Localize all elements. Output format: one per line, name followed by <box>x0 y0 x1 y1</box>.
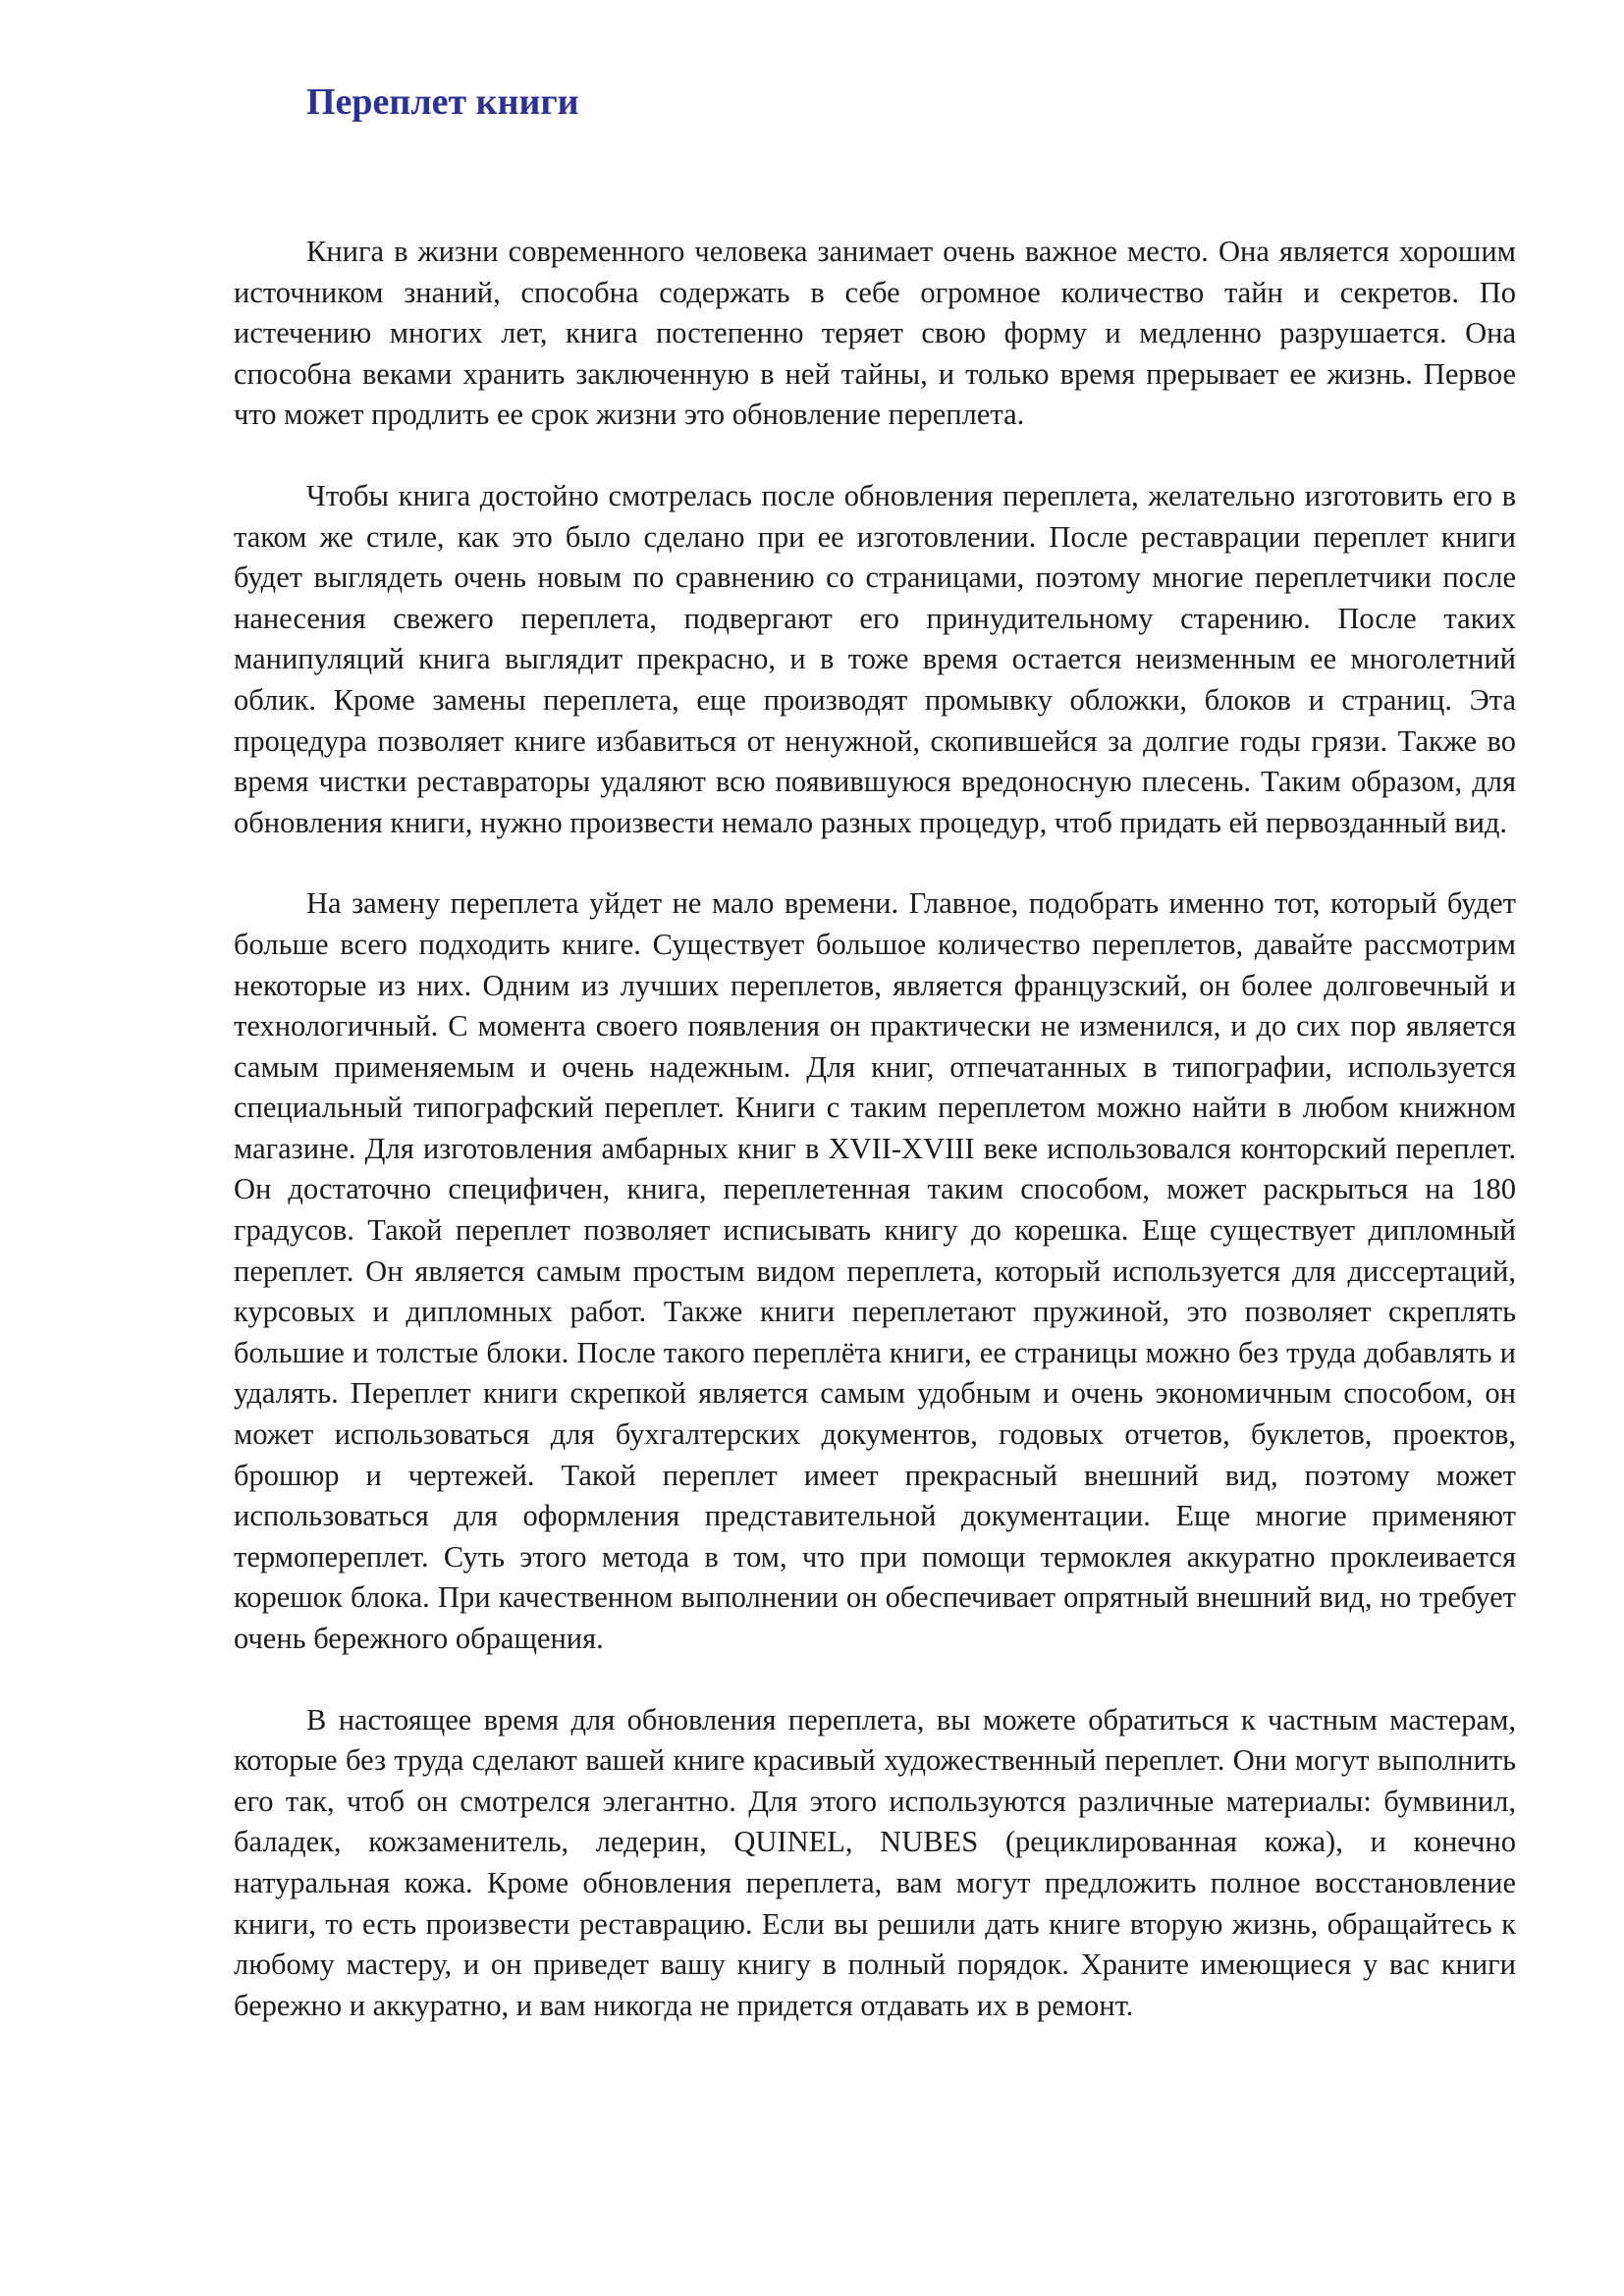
paragraph-binding-types: На замену переплета уйдет не мало времени. Главное, подобрать именно тот, который будет больше всего подходить книге. Существует большое количество переплетов, давайте рассмотрим некоторые из них. Одним из лучших переплетов, является французский, он более долговечный и технологичный. С момента своего появления он практически не изменился, и до сих пор является самым применяемым и очень надежным. Для книг, отпечатанных в типографии, используется специальный типографский переплет. Книги с таким переплетом можно найти в любом книжном магазине. Для изготовления амбарных книг в XVII-XVIII веке использовался конторский переплет. Он достаточно специфичен, книга, переплетенная таким способом, может раскрыться на 180 градусов. Такой переплет позволяет исписывать книгу до корешка. Еще существует дипломный переплет. Он является самым простым видом переплета, который используется для диссертаций, курсовых и дипломных работ. Также книги переплетают пружиной, это позволяет скреплять большие и толстые блоки. После такого переплёта книги, ее страницы можно без труда добавлять и удалять. Переплет книги скрепкой является самым удобным и очень экономичным способом, он может использоваться для бухгалтерских документов, годовых отчетов, буклетов, проектов, брошюр и чертежей. Такой переплет имеет прекрасный внешний вид, поэтому может использоваться для оформления представительной документации. Еще многие применяют термопереплет. Суть этого метода в том, что при помощи термоклея аккуратно проклеивается корешок блока. При качественном выполнении он обеспечивает опрятный внешний вид, но требует очень бережного обращения. <box>234 886 1516 1655</box>
document-page <box>234 69 1516 2026</box>
paragraph-intro: Книга в жизни современного человека занимает очень важное место. Она является хорошим источником знаний, способна содержать в себе огромное количество тайн и секретов. По истечению многих лет, книга постепенно теряет свою форму и медленно разрушается. Она способна веками хранить заключенную в ней тайны, и только время прерывает ее жизнь. Первое что может продлить ее срок жизни это обновление переплета. <box>234 235 1516 432</box>
document-title: Переплет книги <box>306 81 579 123</box>
paragraph-conclusion: В настоящее время для обновления переплета, вы можете обратиться к частным мастерам, которые без труда сделают вашей книге красивый художественный переплет. Они могут выполнить его так, чтоб он смотрелся элегантно. Для этого используются различные материалы: бумвинил, баладек, кожзаменитель, ледерин, QUINEL, NUBES (рециклированная кожа), и конечно натуральная кожа. Кроме обновления переплета, вам могут предложить полное восстановление книги, то есть произвести реставрацию. Если вы решили дать книге вторую жизнь, обращайтесь к любому мастеру, и он приведет вашу книгу в полный порядок. Храните имеющиеся у вас книги бережно и аккуратно, и вам никогда не придется отдавать их в ремонт. <box>234 1702 1516 2022</box>
paragraph-restoration: Чтобы книга достойно смотрелась после обновления переплета, желательно изготовить его в таком же стиле, как это было сделано при ее изготовлении. После реставрации переплет книги будет выглядеть очень новым по сравнению со страницами, поэтому многие переплетчики после нанесения свежего переплета, подвергают его принудительному старению. После таких манипуляций книга выглядит прекрасно, и в тоже время остается неизменным ее многолетний облик. Кроме замены переплета, еще производят промывку обложки, блоков и страниц. Эта процедура позволяет книге избавиться от ненужной, скопившейся за долгие годы грязи. Также во время чистки реставраторы удаляют всю появившуюся вредоносную плесень. Таким образом, для обновления книги, нужно произвести немало разных процедур, чтоб придать ей первозданный вид. <box>234 478 1516 839</box>
